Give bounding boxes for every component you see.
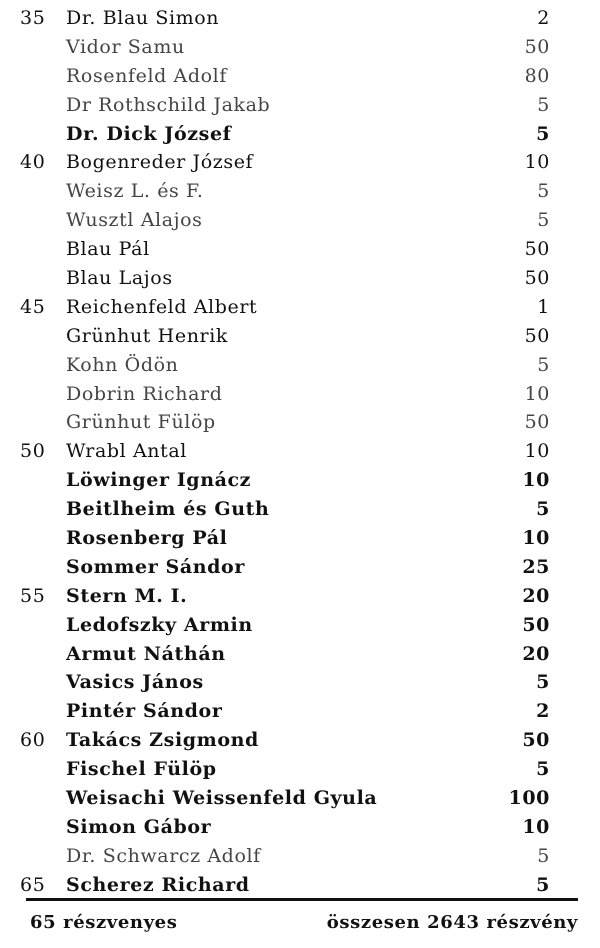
share-count: 2 [536, 700, 550, 723]
list-item [0, 784, 600, 813]
shareholder-name: Dobrin Richard [66, 382, 223, 405]
share-count: 2 [537, 7, 550, 29]
shareholder-name: Reichenfeld Albert [66, 295, 258, 318]
list-item [0, 495, 600, 524]
share-count: 1 [537, 295, 550, 318]
entry-number: 65 [20, 873, 46, 896]
share-count: 50 [524, 411, 550, 434]
list-item [0, 524, 600, 553]
share-count: 50 [522, 729, 550, 752]
list-item [0, 871, 600, 900]
entry-number: 55 [20, 584, 46, 607]
shareholder-name: Simon Gábor [66, 815, 212, 838]
shareholder-name: Blau Pál [66, 238, 150, 261]
share-count: 20 [522, 584, 550, 607]
entry-number: 45 [20, 295, 46, 318]
list-item [0, 842, 600, 871]
list-item [0, 611, 600, 640]
share-count: 5 [537, 353, 550, 376]
list-item [0, 264, 600, 293]
shareholder-name: Dr. Blau Simon [66, 7, 220, 29]
shareholder-name: Stern M. I. [66, 584, 188, 607]
entry-number: 50 [20, 440, 46, 463]
list-item [0, 91, 600, 120]
shareholder-name: Armut Náthán [66, 642, 226, 665]
entry-number: 40 [20, 151, 46, 174]
shareholder-name: Ledofszky Armin [66, 613, 253, 636]
shareholder-name: Dr Rothschild Jakab [66, 93, 271, 116]
share-count: 5 [536, 671, 550, 694]
shareholder-name: Dr. Dick József [66, 122, 232, 145]
share-count: 50 [522, 613, 550, 636]
total-shares: összesen 2643 részvény [326, 912, 578, 933]
share-count: 80 [524, 64, 550, 87]
shareholder-name: Kohn Ödön [66, 353, 179, 376]
shareholder-name: Bogenreder József [66, 151, 254, 174]
shareholder-name: Vidor Samu [66, 35, 185, 58]
shareholder-name: Fischel Fülöp [66, 758, 217, 781]
share-count: 50 [524, 267, 550, 290]
share-count: 50 [524, 35, 550, 58]
share-count: 10 [524, 382, 550, 405]
shareholder-name: Vasics János [66, 671, 204, 694]
share-count: 5 [536, 498, 550, 521]
list-item [0, 293, 600, 322]
shareholder-name: Sommer Sándor [66, 555, 245, 578]
shareholder-name: Beitlheim és Guth [66, 498, 270, 521]
shareholder-name: Blau Lajos [66, 267, 173, 290]
list-item [0, 33, 600, 62]
shareholder-name: Weisachi Weissenfeld Gyula [66, 787, 378, 810]
share-count: 5 [537, 180, 550, 203]
share-count: 25 [522, 555, 550, 578]
list-item [0, 466, 600, 495]
list-item [0, 62, 600, 91]
share-count: 10 [524, 151, 550, 174]
list-item [0, 4, 600, 33]
list-item [0, 148, 600, 177]
list-item [0, 553, 600, 582]
shareholder-name: Grünhut Fülöp [66, 411, 216, 434]
shareholder-name: Scherez Richard [66, 873, 250, 896]
share-count: 20 [522, 642, 550, 665]
total-line [30, 908, 578, 938]
shareholder-name: Wrabl Antal [66, 440, 187, 463]
entry-number: 60 [20, 729, 46, 752]
shareholder-list [0, 4, 600, 900]
share-count: 10 [522, 527, 550, 550]
shareholder-name: Dr. Schwarcz Adolf [66, 844, 261, 867]
entry-number: 35 [20, 7, 46, 29]
share-count: 5 [537, 209, 550, 232]
shareholder-name: Wusztl Alajos [66, 209, 203, 232]
shareholder-name: Rosenfeld Adolf [66, 64, 227, 87]
list-item [0, 640, 600, 669]
list-item [0, 380, 600, 409]
share-count: 5 [536, 873, 550, 896]
shareholder-name: Löwinger Ignácz [66, 469, 252, 492]
shareholder-name: Pintér Sándor [66, 700, 223, 723]
list-item [0, 813, 600, 842]
list-item [0, 726, 600, 755]
share-count: 5 [537, 93, 550, 116]
shareholder-name: Grünhut Henrik [66, 324, 229, 347]
list-item [0, 206, 600, 235]
list-item [0, 351, 600, 380]
shareholder-name: Rosenberg Pál [66, 527, 228, 550]
list-item [0, 120, 600, 149]
list-item [0, 697, 600, 726]
share-count: 50 [524, 324, 550, 347]
list-item [0, 177, 600, 206]
list-item [0, 235, 600, 264]
share-count: 5 [536, 122, 550, 145]
share-count: 5 [536, 758, 550, 781]
share-count: 50 [524, 238, 550, 261]
list-item [0, 322, 600, 351]
shareholder-name: Weisz L. és F. [66, 180, 204, 203]
share-count: 10 [524, 440, 550, 463]
list-item [0, 408, 600, 437]
total-divider-line [26, 898, 578, 901]
share-count: 10 [522, 815, 550, 838]
share-count: 100 [508, 787, 550, 810]
list-item [0, 668, 600, 697]
shareholder-name: Takács Zsigmond [66, 729, 259, 752]
shareholder-count: 65 részvenyes [30, 912, 178, 933]
list-item [0, 437, 600, 466]
share-count: 10 [522, 469, 550, 492]
list-item [0, 755, 600, 784]
list-item [0, 582, 600, 611]
share-count: 5 [537, 844, 550, 867]
